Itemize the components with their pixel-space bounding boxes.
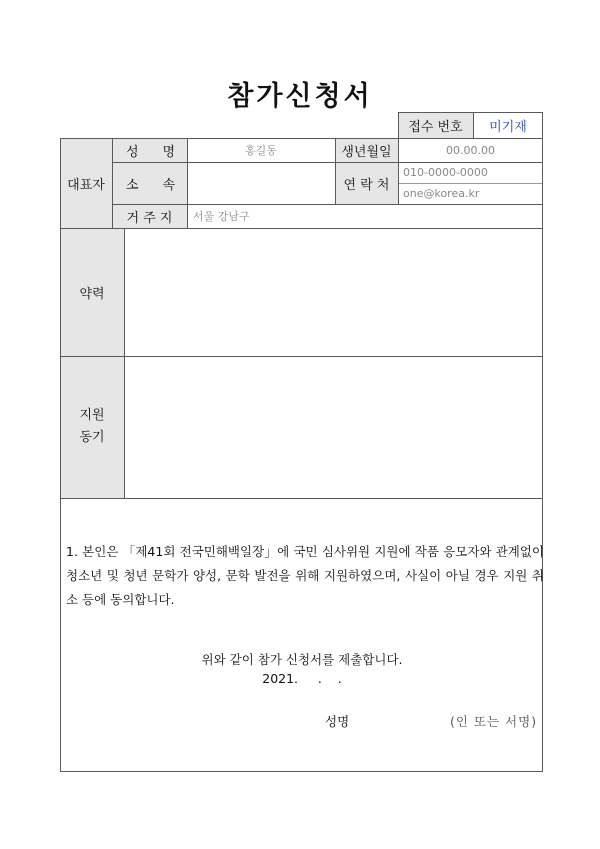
confirm-text: 위와 같이 참가 신청서를 제출합니다. <box>201 652 403 667</box>
affiliation-value[interactable] <box>187 162 335 204</box>
signature-note[interactable]: (인 또는 서명) <box>450 714 538 729</box>
residence-value[interactable]: 서울 강남구 <box>193 210 250 223</box>
date-text: 2021. . . <box>262 671 342 686</box>
career-field[interactable] <box>124 228 543 356</box>
phone-value[interactable]: 010-0000-0000 <box>403 166 488 179</box>
birth-value[interactable]: 00.00.00 <box>446 143 495 157</box>
motivation-label: 지원 동기 <box>60 356 124 498</box>
representative-label: 대표자 <box>60 138 112 228</box>
receipt-number-value[interactable]: 미기재 <box>489 119 527 135</box>
name-value[interactable]: 홍길동 <box>245 144 277 157</box>
affiliation-label: 소 속 <box>112 162 187 204</box>
motivation-field[interactable] <box>124 356 543 498</box>
email-value[interactable]: one@korea.kr <box>403 187 480 200</box>
form-title: 참가신청서 <box>227 81 373 112</box>
receipt-number-label: 접수 번호 <box>398 112 473 138</box>
declaration-text: 1. 본인은 「제41회 전국민해백일장」에 국민 심사위원 지원에 작품 응모자와 관계없이 청소년 및 청년 문학가 양성, 문학 발전을 위해 지원하였으며, 사실이 아닐 경우 지원 취소 등에 동의합니다. <box>66 544 544 607</box>
residence-label: 거 주 지 <box>112 204 187 228</box>
career-label: 약력 <box>60 228 124 356</box>
contact-label: 연 락 처 <box>335 162 398 204</box>
birth-label: 생년월일 <box>335 138 398 162</box>
name-label: 성 명 <box>112 138 187 162</box>
signature-label: 성명 <box>325 714 350 729</box>
